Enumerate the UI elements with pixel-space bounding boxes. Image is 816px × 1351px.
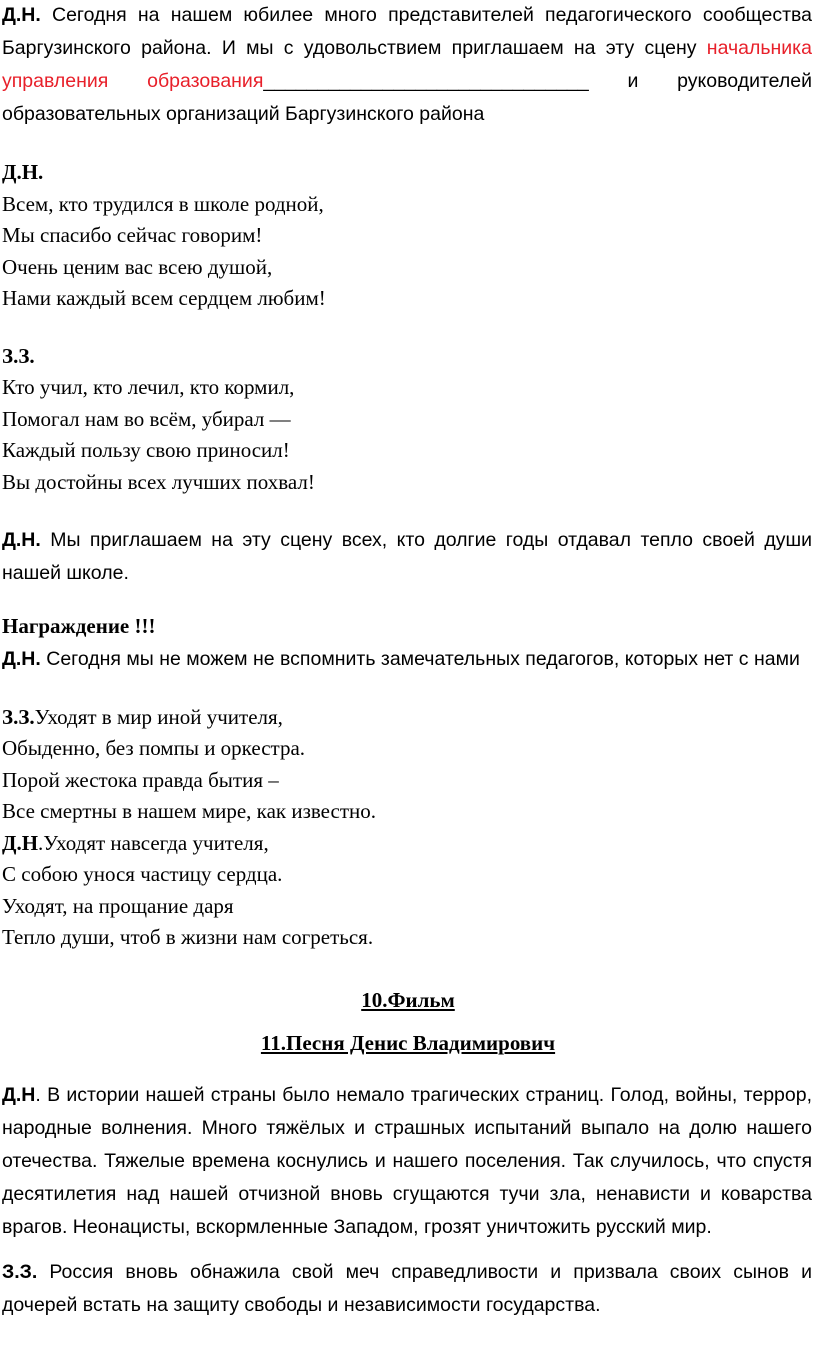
speaker-label: Д.Н. <box>2 647 41 670</box>
award-title: Награждение !!! <box>2 614 156 638</box>
speaker-label: Д.Н. <box>2 160 44 184</box>
award-paragraph <box>2 643 812 676</box>
poem-line: Очень ценим вас всею душой, <box>2 254 273 279</box>
poem-block-3 <box>0 702 816 954</box>
history-text: . В истории нашей страны было немало трагических страниц. Голод, войны, террор, народные волнения. Много тяжёлых и страшных испытаний выпало на долю нашего отечества. Тяжелые времена коснулись и нашего поселения. Так случилось, что спустя десятилетия над нашей отчизной вновь сгущаются тучи зла, ненависти и коварства врагов. Неонацисты, вскормленные Западом, грозят уничтожить русский мир. <box>2 1083 812 1238</box>
poem-line: Всем, кто трудился в школе родной, <box>2 191 324 216</box>
poem-block-2 <box>0 341 816 499</box>
speaker-label: Д.Н. <box>2 4 41 26</box>
blank-line: ______________________________ <box>263 70 589 92</box>
russia-paragraph <box>0 1256 812 1322</box>
poem-block-1 <box>0 157 816 315</box>
poem-line: Тепло души, чтоб в жизни нам согреться. <box>2 925 374 949</box>
history-paragraph <box>0 1079 812 1244</box>
speaker-label: З.З. <box>2 343 35 368</box>
poem-line <box>2 828 816 860</box>
section-heading-film: 10.Фильм <box>361 987 455 1012</box>
poem-line: Все смертны в нашем мире, как известно. <box>2 799 377 823</box>
section-heading-song: 11.Песня Денис Владимирович <box>260 1030 556 1055</box>
invite-text: Мы приглашаем на эту сцену всех, кто долгие годы отдавал тепло своей души нашей школе. <box>2 529 812 584</box>
speaker-label: Д.Н <box>2 830 39 855</box>
award-text: Сегодня мы не можем не вспомнить замечательных педагогов, которых нет с нами <box>40 647 800 670</box>
intro-text-end: и руководителей образовательных организаций Баргузинского района <box>2 70 813 125</box>
invite-paragraph <box>0 524 812 590</box>
poem-line: Мы спасибо сейчас говорим! <box>2 223 263 247</box>
poem-line: Обыденно, без помпы и оркестра. <box>2 736 306 760</box>
highlighted-role: начальника управления образования <box>2 37 812 92</box>
award-block <box>0 611 816 676</box>
poem-line: Вы достойны всех лучших похвал! <box>2 469 315 494</box>
poem-line: Порой жестока правда бытия – <box>2 767 279 792</box>
poem-line: Помогал нам во всём, убирал — <box>2 406 291 431</box>
poem-line: Нами каждый всем сердцем любим! <box>2 286 326 310</box>
intro-text: Сегодня на нашем юбилее много представителей педагогического сообщества Баргузинского района. И мы с удовольствием приглашаем на эту сцену <box>2 4 812 59</box>
speaker-label: З.З. <box>2 1260 38 1283</box>
intro-paragraph <box>0 0 812 131</box>
russia-text: Россия вновь обнажила свой меч справедливости и призвала своих сынов и дочерей встать на защиту свободы и независимости государства. <box>2 1260 812 1316</box>
speaker-label: Д.Н <box>2 1083 36 1106</box>
poem-line: Уходят, на прощание даря <box>2 893 234 918</box>
speaker-label: Д.Н. <box>2 529 41 551</box>
speaker-label: З.З. <box>2 704 35 729</box>
poem-line: Каждый пользу свою приносил! <box>2 438 290 462</box>
poem-line: Кто учил, кто лечил, кто кормил, <box>2 375 295 399</box>
poem-line: С собою унося частицу сердца. <box>2 862 283 886</box>
poem-line-text: .Уходят навсегда учителя, <box>38 830 269 855</box>
poem-line-text: Уходят в мир иной учителя, <box>34 704 283 729</box>
poem-line <box>2 702 816 734</box>
